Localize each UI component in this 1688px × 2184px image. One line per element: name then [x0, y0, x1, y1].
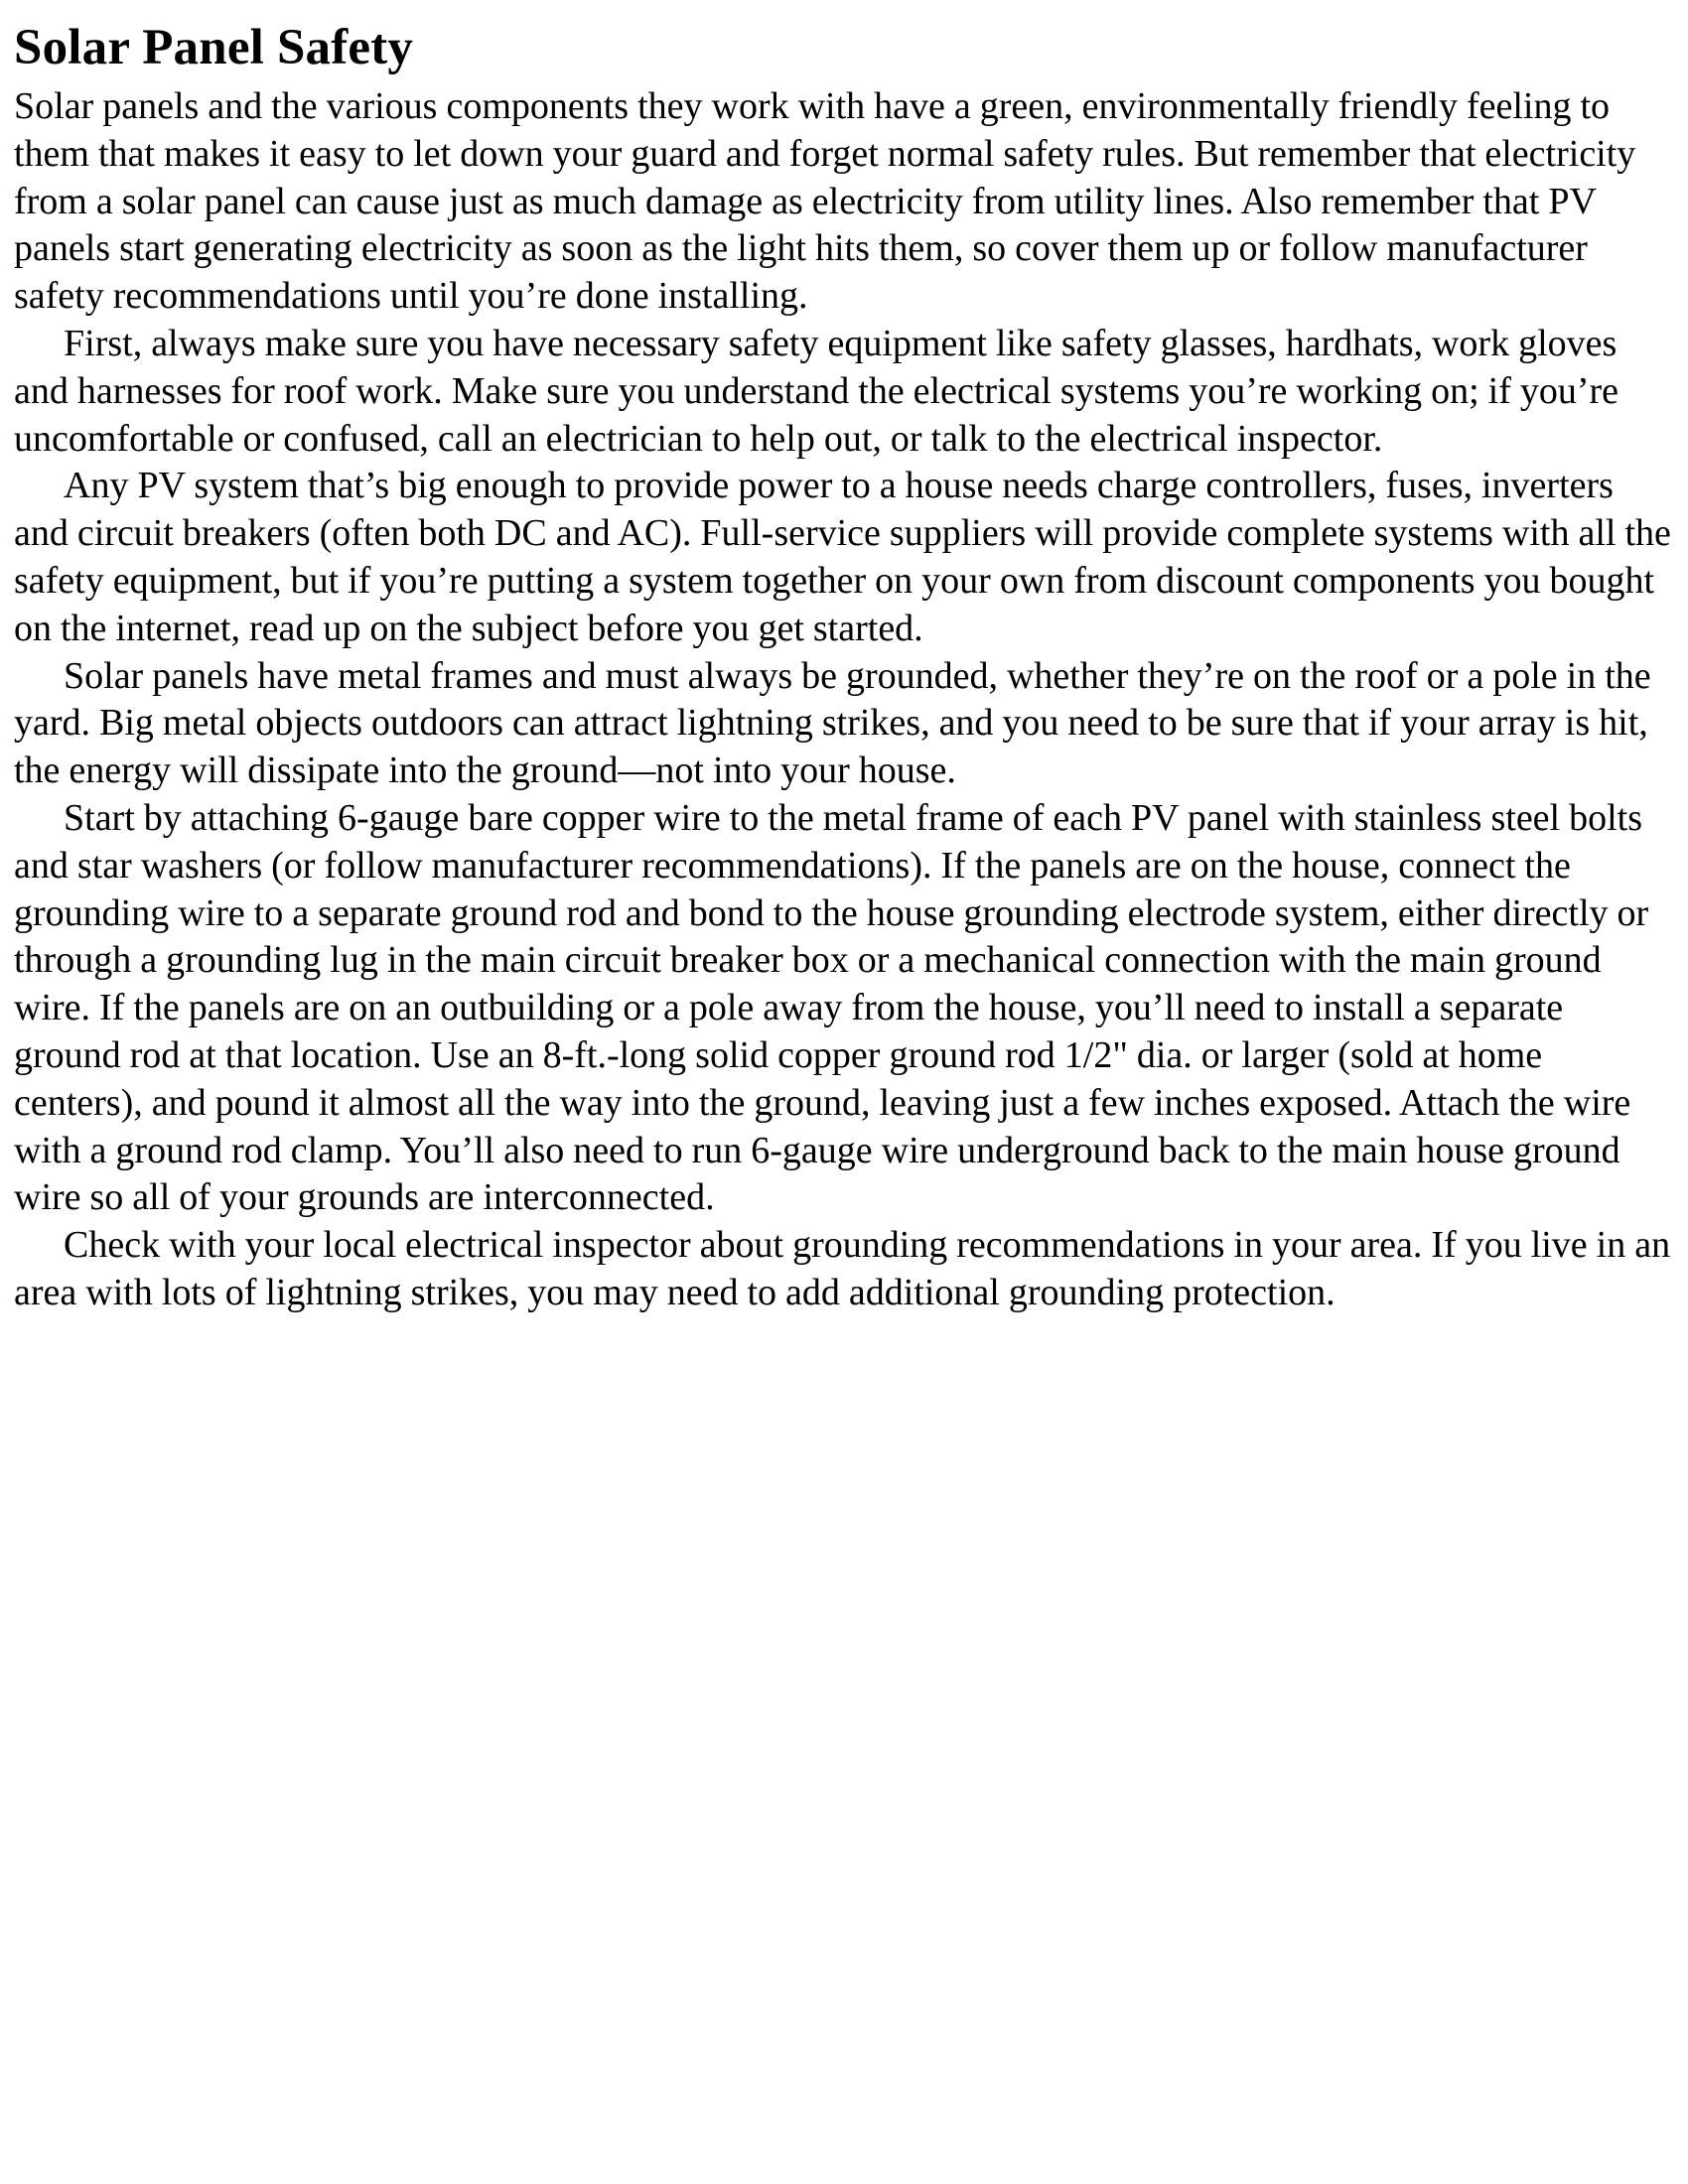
document-title: Solar Panel Safety — [14, 20, 414, 75]
document-page — [14, 14, 1674, 1317]
paragraph-system-components: Any PV system that’s big enough to provide power to a house needs charge controllers, fuses, inverters and circuit breakers (often both DC and AC). Full-service suppliers will provide complete systems with all the safety equipment, but if you’re putting a system together on your own from discount components you bought on the internet, read up on the subject before you get started. — [14, 465, 1671, 649]
paragraph-safety-equipment: First, always make sure you have necessary safety equipment like safety glasses, hardhats, work gloves and harnesses for roof work. Make sure you understand the electrical systems you’re working on; if you’re uncomfortable or confused, call an electrician to help out, or talk to the electrical inspector. — [14, 322, 1619, 460]
paragraph-grounding-instructions: Start by attaching 6-gauge bare copper wire to the metal frame of each PV panel with stainless steel bolts and star washers (or follow manufacturer recommendations). If the panels are on the house, connect the grounding wire to a separate ground rod and bond to the house grounding electrode system, either directly or through a grounding lug in the main circuit breaker box or a mechanical connection with the main ground wire. If the panels are on an outbuilding or a pole away from the house, you’ll need to install a separate ground rod at that location. Use an 8-ft.-long solid copper ground rod 1/2" dia. or larger (sold at home centers), and pound it almost all the way into the ground, leaving just a few inches exposed. Attach the wire with a ground rod clamp. You’ll also need to run 6-gauge wire underground back to the main house ground wire so all of your grounds are interconnected. — [14, 796, 1649, 1219]
paragraph-inspector-check: Check with your local electrical inspector about grounding recommendations in your area. If you live in an area with lots of lightning strikes, you may need to add additional grounding protection. — [14, 1224, 1671, 1313]
paragraph-grounding-frames: Solar panels have metal frames and must always be grounded, whether they’re on the roof or a pole in the yard. Big metal objects outdoors can attract lightning strikes, and you need to be sure that if your array is hit, the energy will dissipate into the ground—not into your house. — [14, 654, 1651, 792]
paragraph-intro: Solar panels and the various components they work with have a green, environmentally friendly feeling to them that makes it easy to let down your guard and forget normal safety rules. But remember that electricity from a solar panel can cause just as much damage as electricity from utility lines. Also remember that PV panels start generating electricity as soon as the light hits them, so cover them up or follow manufacturer safety recommendations until you’re done installing. — [14, 85, 1636, 318]
